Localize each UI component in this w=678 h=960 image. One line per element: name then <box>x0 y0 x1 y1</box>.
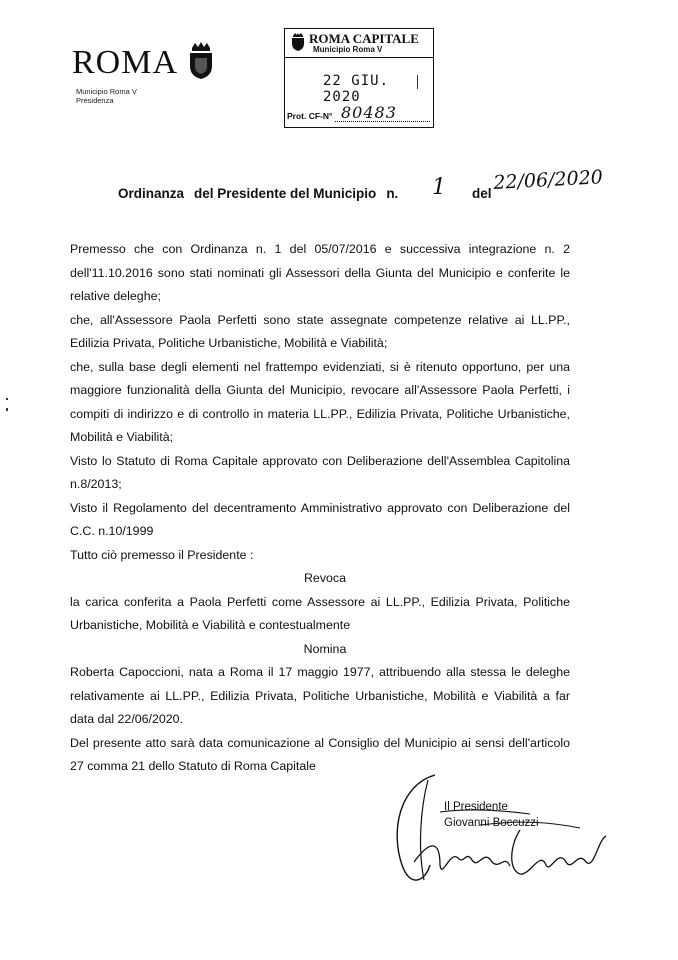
protocol-stamp <box>284 28 434 128</box>
handwritten-signature <box>380 770 620 900</box>
stamp-date: 22 GIU. 2020 <box>323 73 390 105</box>
body-line: n.8/2013; <box>70 477 122 491</box>
body-line: C.C. n.10/1999 <box>70 524 154 538</box>
body-line: Premesso che con Ordinanza n. 1 del 05/07/2016 e successiva integrazione n. 2 <box>70 242 570 256</box>
heading-n: n. <box>386 186 399 201</box>
scan-speck <box>6 408 8 411</box>
stamp-protocol-label: Prot. CF-N° <box>287 111 333 121</box>
stamp-shield-icon <box>291 33 305 56</box>
body-line: data dal 22/06/2020. <box>70 712 183 726</box>
signature-block <box>444 799 539 831</box>
ordinance-body <box>70 238 570 779</box>
body-line: relativamente ai LL.PP., Edilizia Privata, Politiche Urbanistiche, Mobilità e Viabilità a far <box>70 688 570 703</box>
heading-del: del <box>472 186 492 201</box>
stamp-title: ROMA CAPITALE <box>309 31 419 46</box>
body-line: maggiore funzionalità della Giunta del Municipio, revocare all'Assessore Paola Perfetti, i <box>70 383 570 397</box>
body-line: Tutto ciò premesso il Presidente : <box>70 547 254 562</box>
signature-name: Giovanni Boccuzzi <box>444 817 539 829</box>
body-line: Urbanistiche, Mobilità e Viabilità e contestualmente <box>70 618 351 632</box>
heading-del-presidente: del Presidente del Municipio <box>194 186 377 201</box>
signature-role: Il Presidente <box>444 801 508 813</box>
logo-subtitle-presidenza: Presidenza <box>76 96 114 105</box>
roma-logo <box>72 40 216 105</box>
body-line: che, all'Assessore Paola Perfetti sono state assegnate competenze relative ai LL.PP., <box>70 312 570 327</box>
body-line: Edilizia Privata, Politiche Urbanistiche, Mobilità e Viabilità; <box>70 336 388 350</box>
body-line: relative deleghe; <box>70 289 161 303</box>
scan-speck <box>6 398 8 400</box>
heading-ordinanza: Ordinanza <box>118 186 185 201</box>
stamp-protocol-number: 80483 <box>341 103 397 122</box>
body-line: Visto il Regolamento del decentramento Amministrativo approvato con Deliberazione del <box>70 500 570 515</box>
stamp-header <box>285 29 433 58</box>
body-line: compiti di indirizzo e di controllo in materia LL.PP., Edilizia Privata, Politiche Urbanistiche, <box>70 406 570 421</box>
stamp-dotted-line <box>335 121 430 122</box>
section-heading-nomina: Nomina <box>303 641 347 656</box>
logo-subtitle-municipio: Municipio Roma V <box>76 87 137 96</box>
body-line: Visto lo Statuto di Roma Capitale approvato con Deliberazione dell'Assemblea Capitolina <box>70 453 570 468</box>
body-line: Mobilità e Viabilità; <box>70 430 174 444</box>
ordinance-heading <box>118 186 398 201</box>
stamp-divider <box>417 75 418 89</box>
handwritten-ordinance-number: 1 <box>432 175 446 200</box>
body-line: che, sulla base degli elementi nel frattempo evidenziati, si è ritenuto opportuno, per una <box>70 359 570 374</box>
body-line: dell'11.10.2016 sono stati nominati gli Assessori della Giunta del Municipio e conferite le <box>70 265 570 280</box>
stamp-subtitle: Municipio Roma V <box>313 45 383 54</box>
body-line: Del presente atto sarà data comunicazione al Consiglio del Municipio ai sensi dell'articolo <box>70 735 570 750</box>
section-heading-revoca: Revoca <box>303 571 346 585</box>
body-line: 27 comma 21 dello Statuto di Roma Capitale <box>70 759 316 773</box>
shield-icon <box>186 40 216 85</box>
handwritten-ordinance-date: 22/06/2020 <box>492 166 604 194</box>
logo-wordmark: ROMA <box>72 43 179 81</box>
body-line: la carica conferita a Paola Perfetti come Assessore ai LL.PP., Edilizia Privata, Politiche <box>70 594 570 609</box>
body-line: Roberta Capoccioni, nata a Roma il 17 maggio 1977, attribuendo alla stessa le deleghe <box>70 665 570 679</box>
